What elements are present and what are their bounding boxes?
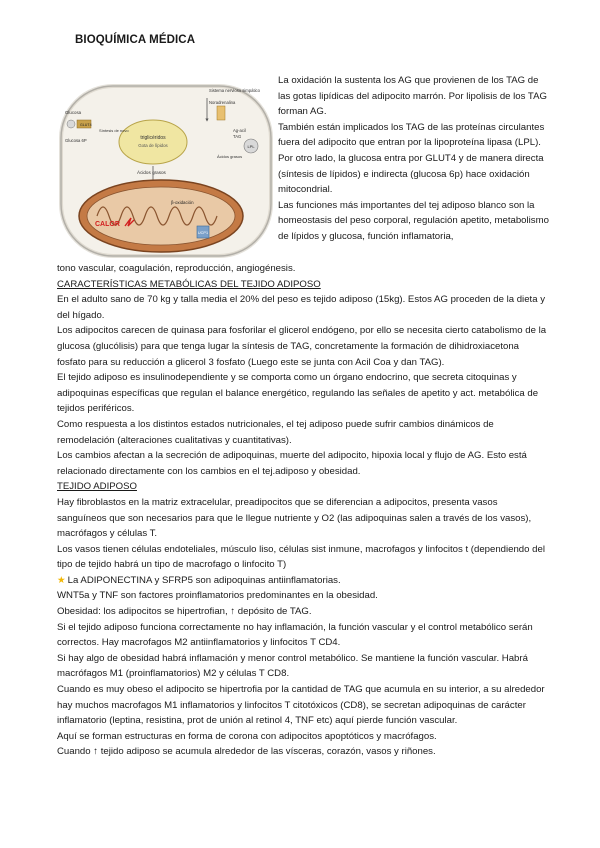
- label-tag: TAG: [233, 134, 242, 139]
- paragraph: Aquí se forman estructuras en forma de corona con adipocitos apoptóticos y macrófagos.: [57, 730, 437, 742]
- intro-continuation: tono vascular, coagulación, reproducción, angiogénesis.: [57, 263, 296, 274]
- label-ucp1: UCP1: [197, 231, 209, 235]
- label-norepinephrine: Noradrenalina: [209, 100, 236, 105]
- label-heat: CALOR: [95, 221, 120, 228]
- star-icon: ★: [57, 574, 66, 586]
- paragraph: WNT5a y TNF son factores proinflamatorios predominantes en la obesidad.: [57, 590, 378, 602]
- paragraph: Si el tejido adiposo funciona correctamente no hay inflamación, la función vascular y el control metabólico serán correctos. Hay macrofagos M2 antiinflamatorios y linfocitos T CD4.: [57, 621, 533, 649]
- star-paragraph: [57, 573, 547, 589]
- paragraph: Los vasos tienen células endoteliales, músculo liso, células sist inmune, macrofagos y linfocitos t (dependiendo del tipo de tejido habrá un tipo de macrofago o linfocito T): [57, 543, 545, 571]
- label-fatty-acids-2: Ácidos grasos: [217, 154, 243, 159]
- paragraph: Cuando ↑ tejido adiposo se acumula alrededor de las vísceras, corazón, vasos y riñones.: [57, 746, 436, 758]
- intro-paragraph: Por otro lado, la glucosa entra por GLUT4 y de manera directa (síntesis de lípidos) e indirecta (glucosa 6p) hace oxidación mitocondrial.: [278, 152, 544, 196]
- body-text: [57, 261, 547, 760]
- label-sympathetic: Sistema nervioso simpático: [209, 88, 260, 93]
- label-glucose6p: Glucosa 6P: [65, 138, 87, 143]
- paragraph: En el adulto sano de 70 kg y talla media el 20% del peso es tejido adiposo (15kg). Estos AG proceden de la dieta y del hígado.: [57, 294, 545, 321]
- intro-column: [278, 73, 550, 245]
- label-ag-acyl: Ag-acil: [233, 128, 246, 133]
- paragraph: Obesidad: los adipocitos se hipertrofian, ↑ depósito de TAG.: [57, 606, 312, 618]
- paragraph: Como respuesta a los distintos estados nutricionales, el tej adiposo puede sufrir cambios dinámicos de remodelación (alteraciones cualitativas y cuantitativas).: [57, 418, 494, 446]
- paragraph: Si hay algo de obesidad habrá inflamación y menor control metabólico. Se mantiene la función vascular. Habrá macrófagos M1 (proinflamatorios) M2 y células T CD8.: [57, 652, 528, 680]
- label-lpl: LPL: [247, 144, 255, 149]
- paragraph: Hay fibroblastos en la matriz extracelular, preadipocitos que se diferencian a adipocitos, presenta vasos sanguíneos que son necesarios para que le llegue nutriente y O2 (las adipoquinas salen a través de los vasos), macrófagos y células T.: [57, 496, 532, 540]
- paragraph: Cuando es muy obeso el adipocito se hipertrofia por la cantidad de TAG que acumula en su interior, a su alrededor hay muchos macrofagos M1 inflamatorios y linfocitos T citotóxicos (CD8), se secretan adipoquinas de carácter inflamatorio (leptina, resistina, prot de unión al retinol 4, TNF etc) aquí pierde función vascular.: [57, 684, 545, 727]
- paragraph: El tejido adiposo es insulinodependiente y se comporta como un órgano endocrino, que secreta citoquinas y adipoquinas específicas que regulan el balance energético, regulando las señales de apetito y act. metabólica de tejidos periféricos.: [57, 372, 539, 415]
- label-beta-oxidation: β-oxidación: [171, 200, 194, 205]
- label-de-novo: Síntesis de novo: [99, 128, 129, 133]
- intro-paragraph: Las funciones más importantes del tej adiposo blanco son la homeostasis del peso corporal, regulación apetito, metabolismo de lípidos y glucosa, función inflamatoria,: [278, 199, 549, 242]
- label-lipid-droplet: Gota de lípidos: [138, 143, 168, 148]
- section-heading-metabolic: CARACTERÍSTICAS METABÓLICAS DEL TEJIDO ADIPOSO: [57, 278, 321, 290]
- label-triglycerides: triglicéridos: [140, 135, 166, 141]
- star-paragraph-text: La ADIPONECTINA y SFRP5 son adipoquinas antiinflamatorias.: [67, 574, 341, 586]
- label-glucose: Glucosa: [65, 110, 82, 115]
- label-fatty-acids: Ácidos grasos: [137, 170, 166, 175]
- intro-paragraph: La oxidación la sustenta los AG que provienen de los TAG de las gotas lipídicas del adipocito marrón. Por lipolisis de los TAG forman AG.: [278, 75, 547, 118]
- paragraph: Los cambios afectan a la secreción de adipoquinas, muerte del adipocito, hipoxia local y flujo de AG. Esto está relacionado directamente con los cambios en el tej.adiposo y obesidad.: [57, 450, 527, 477]
- paragraph: Los adipocitos carecen de quinasa para fosforilar el glicerol endógeno, por ello se necesita cierto catabolismo de la glucosa (glucólisis) para que tenga lugar la síntesis de TAG, concretamente la formación de dihidroxiacetona fosfato para su reducción a glicerol 3 fosfato (Luego este se junta con Acil Coa y dan TAG).: [57, 325, 547, 368]
- intro-paragraph: También están implicados los TAG de las proteínas circulantes fuera del adipocito que entran por la lipoproteína lipasa (LPL).: [278, 121, 545, 149]
- label-glut4: GLUT4: [80, 123, 92, 127]
- lipid-droplet: [119, 120, 187, 164]
- section-heading-adipose: TEJIDO ADIPOSO: [57, 481, 137, 493]
- page-title: BIOQUÍMICA MÉDICA: [75, 34, 196, 46]
- brown-adipocyte-figure: [57, 76, 275, 264]
